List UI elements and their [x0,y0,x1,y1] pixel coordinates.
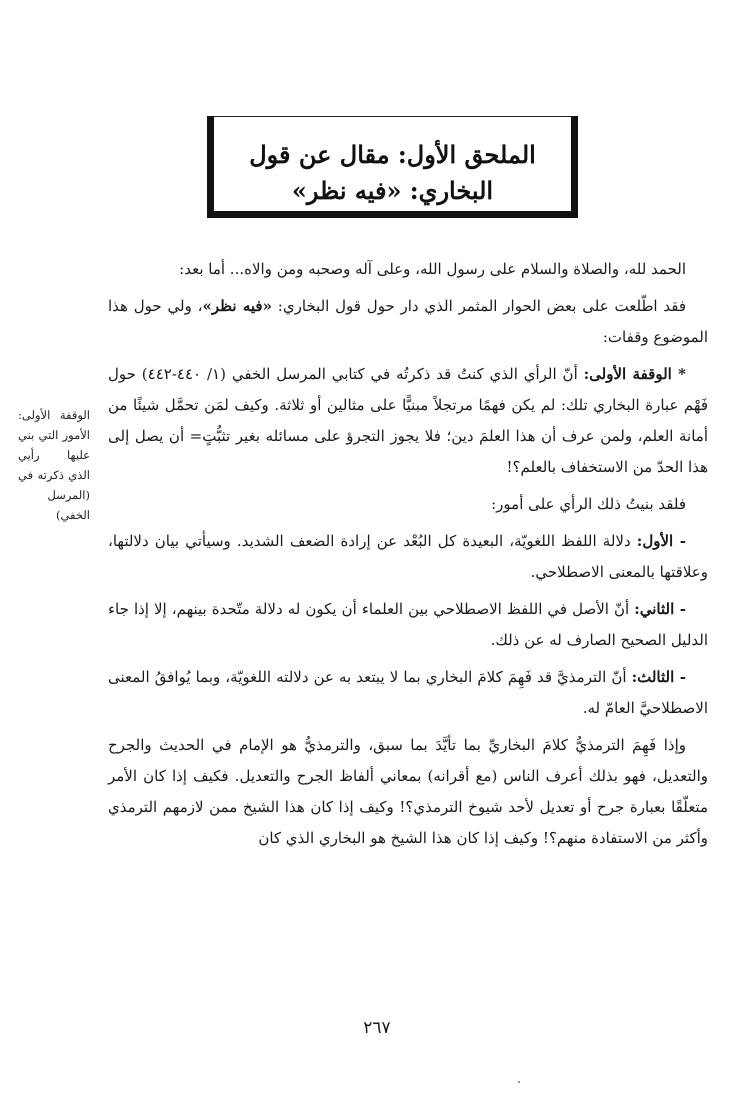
paragraph-first-stop [108,359,708,483]
paragraph-intro-rest: ، ولي حول هذا الموضوع وقفات: [108,297,708,346]
page-number: ٢٦٧ [363,1018,391,1038]
paragraph-intro-text: فقد اطّلعت على بعض الحوار المثمر الذي دار حول قول البخاري: [271,297,686,315]
second-point-heading: - الثاني: [634,600,686,618]
body-text [108,254,708,860]
paragraph-second-point [108,594,708,656]
first-stop-heading: * الوقفة الأولى: [583,365,687,383]
title-box [207,116,578,218]
paragraph-first-point [108,526,708,588]
first-point-text: دلالة اللفظ اللغويّة، البعيدة كل البُعْد عن إرادة الضعف الشديد. وسيأتي بيان دلالتها، وعلاقتها بالمعنى الاصطلاحي. [108,532,708,581]
paragraph-matters: فلقد بنيتُ ذلك الرأي على أمور: [491,495,686,513]
scan-speck [518,1081,520,1083]
first-point-heading: - الأول: [636,532,686,550]
third-point-text: أنّ الترمذيَّ قد فَهِمَ كلامَ البخاري بما لا يبتعد به عن دلالته اللغويّة، وبما يُوافقُ المعنى الاصطلاحيَّ العامّ له. [108,668,708,717]
title-line-1: الملحق الأول: مقال عن قول [249,140,536,169]
first-stop-text: أنّ الرأي الذي كنتُ قد ذكرتُه في كتابي المرسل الخفي (١/ ٤٤٠-٤٤٢) حول فَهْم عبارة البخاري تلك: لم يكن فهمًا مرتجلاً مبنيًّا على مثالين أو ثلاثة. وكيف لمَن تحمَّل شيئًا من أمانة العلم، ولمن عرف أن هذا العلمَ دين؛ فلا يجوز التجرؤ على مسائله بغير تثبُّتٍ= أن يصل إلى هذا الحدّ من الاستخفاف بالعلم؟! [108,365,708,476]
paragraph-tirmidhi: وإذا فَهِمَ الترمذيُّ كلامَ البخاريِّ بما تأيَّدَ بما سبق، والترمذيُّ هو الإمام في الحديث والجرح والتعديل، فهو بذلك أعرف الناس (مع أقرانه) بمعاني ألفاظ الجرح والتعديل. فكيف إذا كان الأمر متعلّقًا بعبارة جرح أو تعديل لأحد شيوخ الترمذي؟! وكيف إذا كان هذا الشيخ ممن لازمهم الترمذي وأكثر من الاستفادة منهم؟! وكيف إذا كان هذا الشيخ هو البخاري الذي كان [108,736,708,847]
margin-note: الوقفة الأولى: الأمور التي بني عليها رأيي الذي ذكرته في (المرسل الخفي) [18,408,90,522]
second-point-text: أنّ الأصل في اللفظ الاصطلاحي بين العلماء أن يكون له دلالة متّحدة بينهم، إلا إذا جاء الدليل الصحيح الصارف له عن ذلك. [108,600,708,649]
third-point-heading: - الثالث: [631,668,686,686]
title-line-2: البخاري: «فيه نظر» [291,176,494,205]
paragraph-intro [108,291,708,353]
quote-fihi-nazar: «فيه نظر» [202,297,272,315]
paragraph-opening: الحمد لله، والصلاة والسلام على رسول الله، وعلى آله وصحبه ومن والاه... أما بعد: [179,260,686,278]
paragraph-third-point [108,662,708,724]
